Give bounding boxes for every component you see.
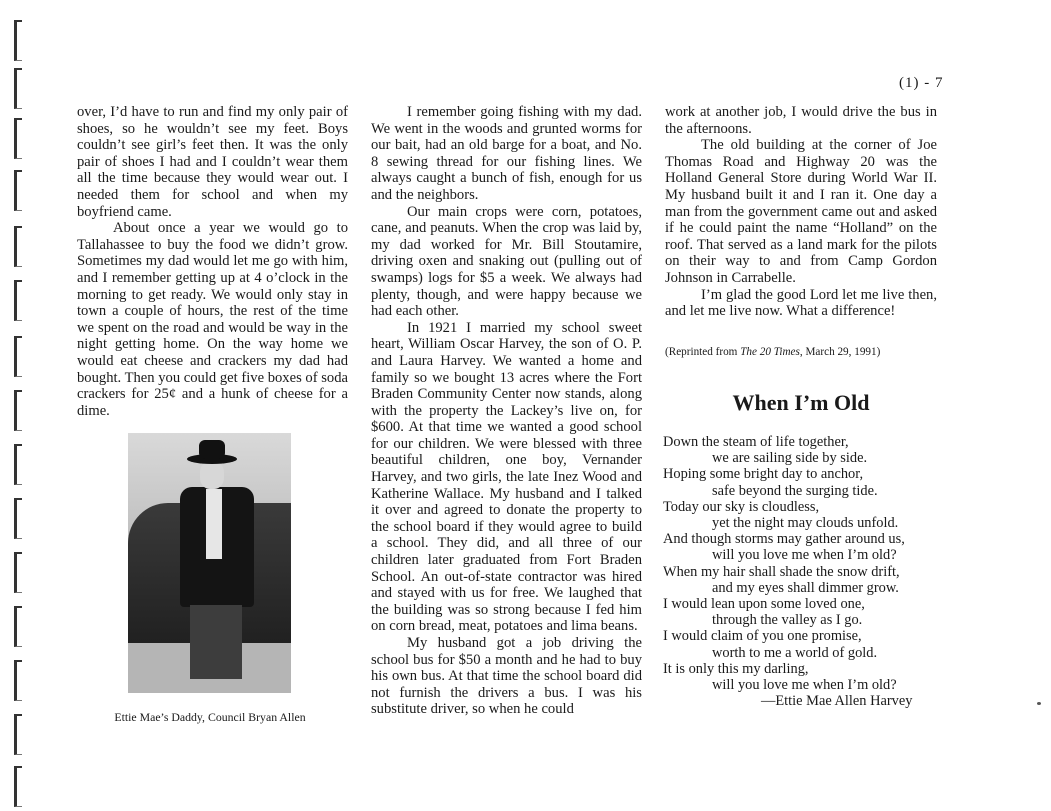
paragraph: work at another job, I would drive the bus in the afternoons. [665, 104, 937, 137]
column-2 [371, 104, 642, 718]
hat-icon [186, 437, 238, 465]
binder-ring [14, 226, 22, 267]
face-shape [200, 461, 224, 489]
binder-ring [14, 170, 22, 211]
binder-ring [14, 766, 22, 807]
scan-speck [1037, 702, 1041, 705]
poem-line: will you love me when I’m old? [712, 677, 897, 694]
binder-ring [14, 390, 22, 431]
poem-line: I would claim of you one promise, [663, 628, 862, 645]
poem-line: worth to me a world of gold. [712, 644, 878, 661]
column-3 [665, 104, 937, 320]
poem-line: safe beyond the surging tide. [712, 482, 878, 499]
photo-caption: Ettie Mae’s Daddy, Council Bryan Allen [114, 710, 306, 724]
poem-line: through the valley as I go. [712, 612, 863, 629]
poem-line: When my hair shall shade the snow drift, [663, 563, 900, 580]
paragraph: over, I’d have to run and find my only pair of shoes, so he wouldn’t see my feet. Boys couldn’t see girl’s feet then. It was the only pair of shoes I had and I couldn’t wear them all the time because they would wear out. I needed them for school and when my boyfriend came. [77, 104, 348, 220]
binder-ring [14, 606, 22, 647]
binder-ring [14, 118, 22, 159]
binder-ring [14, 660, 22, 701]
poem-line: yet the night may clouds unfold. [712, 515, 899, 532]
poem-line: I would lean upon some loved one, [663, 596, 865, 613]
binder-ring [14, 714, 22, 755]
binder-ring [14, 552, 22, 593]
poem-line: And though storms may gather around us, [663, 531, 905, 548]
paragraph: Our main crops were corn, potatoes, cane, and peanuts. When the crop was laid by, my dad worked for Mr. Bill Stoutamire, driving oxen and snaking out (pulling out of swamps) logs for $5 a week. We always had plenty, though, and were happy because we had each other. [371, 203, 642, 320]
paragraph: I’m glad the good Lord let me live then, and let me live now. What a difference! [665, 286, 937, 320]
photo-council-bryan-allen [128, 433, 291, 693]
poem [663, 434, 943, 709]
paragraph: About once a year we would go to Tallahassee to buy the food we didn’t grow. Sometimes my dad would let me go with him, and I remember getting up at 4 o’clock in the morning to get ready. We would only stay in town a couple of hours, the rest of the time we spent on the road and would be way in the night getting home. On the way home we would eat cheese and crackers my dad had bought. Then you could get five boxes of soda crackers for 25¢ and a hunk of cheese for a dime. [77, 220, 348, 419]
paragraph: My husband got a job driving the school bus for $50 a month and he had to buy his own bus. At that time the school board did not furnish the drivers a bus. I was his substitute driver, so when he could [371, 635, 642, 718]
poem-line: Down the steam of life together, [663, 434, 849, 450]
column-1 [77, 104, 348, 419]
poem-author: —Ettie Mae Allen Harvey [761, 693, 913, 710]
poem-line: Hoping some bright day to anchor, [663, 466, 864, 483]
poem-line: we are sailing side by side. [712, 450, 868, 467]
poem-line: will you love me when I’m old? [712, 547, 897, 564]
reprint-source: The 20 Times [740, 346, 800, 358]
binder-ring [14, 280, 22, 321]
paragraph: The old building at the corner of Joe Thomas Road and Highway 20 was the Holland General Store during World War II. My husband built it and I ran it. One day a man from the government came out and asked if he could paint the name “Holland” on the roof. That served as a land mark for the pilots on their way to and from Camp Gordon Johnson in Carrabelle. [665, 137, 937, 286]
poem-line: and my eyes shall dimmer grow. [712, 579, 899, 596]
binder-ring [14, 336, 22, 377]
trousers-shape [190, 605, 242, 679]
binder-ring [14, 20, 22, 61]
reprint-note [665, 346, 880, 358]
paragraph: I remember going fishing with my dad. We went in the woods and grunted worms for our bait, had an old barge for a boat, and No. 8 sewing thread for our fishing lines. We always caught a bunch of fish, enough for us and the neighbors. [371, 104, 642, 203]
binder-ring [14, 444, 22, 485]
poem-line: It is only this my darling, [663, 660, 809, 677]
binder-ring [14, 498, 22, 539]
poem-line: Today our sky is cloudless, [663, 498, 820, 515]
shirt-shape [206, 489, 222, 559]
binder-ring [14, 68, 22, 109]
reprint-suffix: , March 29, 1991) [799, 346, 881, 358]
paragraph: In 1921 I married my school sweet heart, William Oscar Harvey, the son of O. P. and Laura Harvey. We wanted a home and family so we bought 13 acres where the Fort Braden Community Center now stands, along with the property the Lackey’s live on, for $600. At that time we wanted a good school for our children. We were blessed with three beautiful children, one boy, Vernander Harvey, and two girls, the late Inez Wood and Katherine Wallace. My husband and I talked it over and agreed to donate the property to the school board if they would agree to build a school. They did, and all three of our children later graduated from Fort Braden School. An out-of-state contractor was hired and stayed with us for free. We laughed that the building was so strong because I fed him on corn bread, meat, potatoes and lima beans. [371, 319, 642, 635]
binder-marks [8, 0, 22, 811]
reprint-prefix: (Reprinted from [665, 346, 741, 358]
poem-title: When I’m Old [732, 390, 870, 415]
page-number: (1) - 7 [899, 75, 944, 91]
